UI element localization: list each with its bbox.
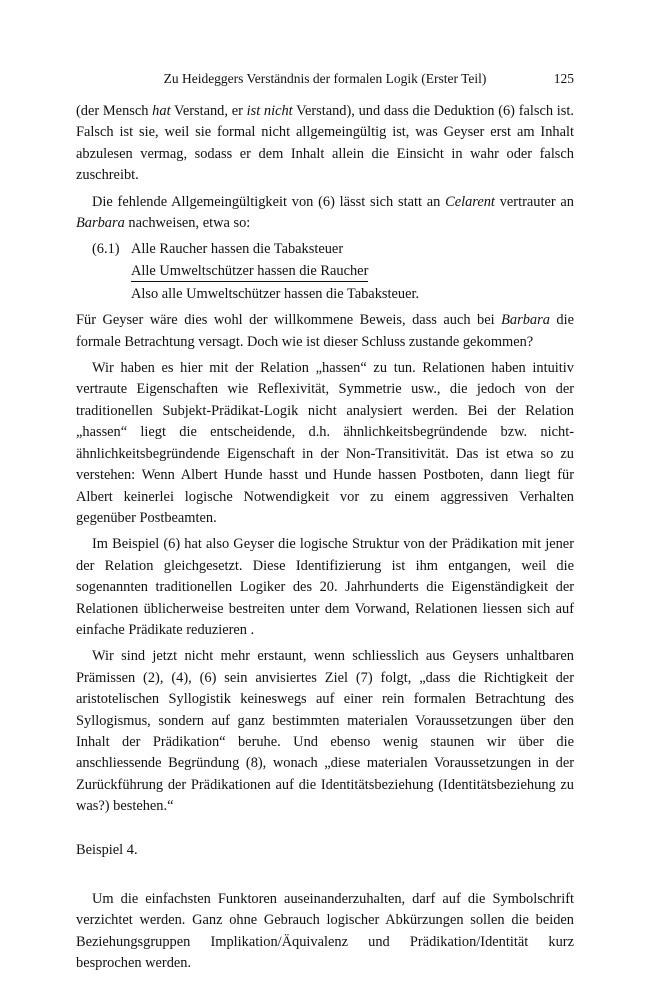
paragraph-6: Wir sind jetzt nicht mehr erstaunt, wenn schliesslich aus Geysers unhaltbaren Prämissen (2), (4), (6) sein anvisiertes Ziel (7) folgt, „dass die Richtigkeit der aristotelischen Syllogistik keineswegs auf einer rein formalen Betrachtung des Syllogismus, sondern auf ganz bestimmten materialen Voraussetzungen über den Inhalt der Prädikation“ beruhe. Und ebenso wenig staunen wir über die anschliessende Begründung (8), wonach „diese materialen Voraussetzungen in der Zurückführung der Prädikationen auf die Identitätsbeziehung (Identitätsbeziehung zu was?) bestehen.“ xyxy=(76,648,574,815)
paragraph-5: Im Beispiel (6) hat also Geyser die logische Struktur von der Prädikation mit jener der Relation gleichgesetzt. Diese Identifizierung ist ihm entgangen, weil die sogenannten traditionellen Logiker des 20. Jahrhunderts die Eigenständigkeit der Relationen üblicherweise bestreiten unter dem Vorwand, Relationen liessen sich auf einfache Prädikate reduzieren . xyxy=(76,536,574,638)
paragraph-7: Um die einfachsten Funktoren auseinanderzuhalten, darf auf die Symbolschrift verzichtet werden. Ganz ohne Gebrauch logischer Abkürzungen sollen die beiden Beziehungsgruppen Implikation/Äquivalenz und Prädikation/Identität kurz besprochen werden. xyxy=(76,891,574,972)
paragraph-1: (der Mensch hat Verstand, er ist nicht Verstand), und dass die Deduktion (6) falsch ist. Falsch ist sie, weil sie formal nicht allgemeingültig ist, was Geyser erst am Inhalt abzulesen vermag, sodass er dem Inhalt allein die Einsicht in wahr oder falsch zuschreibt. xyxy=(76,103,574,184)
paragraph-2: Die fehlende Allgemeingültigkeit von (6) lässt sich statt an Celarent vertrauter an Barbara nachweisen, etwa so: xyxy=(76,193,574,232)
premise-1: Alle Raucher hassen die Tabaksteuer xyxy=(131,241,344,258)
running-title: Zu Heideggers Verständnis der formalen Logik (Erster Teil) xyxy=(163,71,487,86)
page-body xyxy=(76,101,574,980)
paragraph-4: Wir haben es hier mit der Relation „hassen“ zu tun. Relationen haben intuitiv vertraute Eigenschaften wie Reflexivität, Symmetrie usw., die jedoch von der traditionellen Subjekt-Prädikat-Logik nicht analysiert werden. Bei der Relation „hassen“ liegt die entscheidende, d.h. ähnlichkeitsbegründende bzw. nicht-ähnlichkeitsbegründende Eigenschaft in der Non-Transitivität. Das ist etwa so zu verstehen: Wenn Albert Hunde hasst und Hunde hassen Postboten, dann liegt für Albert keinerlei logische Notwendigkeit vor zu einem aggressiven Verhalten gegenüber Postbeamten. xyxy=(76,360,574,526)
section-heading: Beispiel 4. xyxy=(76,841,138,858)
syllogism-6-1 xyxy=(92,239,574,305)
conclusion: Also alle Umweltschützer hassen die Tabaksteuer. xyxy=(131,285,420,302)
premise-2: Alle Umweltschützer hassen die Raucher xyxy=(131,262,368,282)
syllogism-number: (6.1) xyxy=(92,241,120,258)
page-number: 125 xyxy=(553,71,574,86)
paragraph-3: Für Geyser wäre dies wohl der willkommene Beweis, dass auch bei Barbara die formale Betrachtung versagt. Doch wie ist dieser Schluss zustande gekommen? xyxy=(76,312,574,350)
